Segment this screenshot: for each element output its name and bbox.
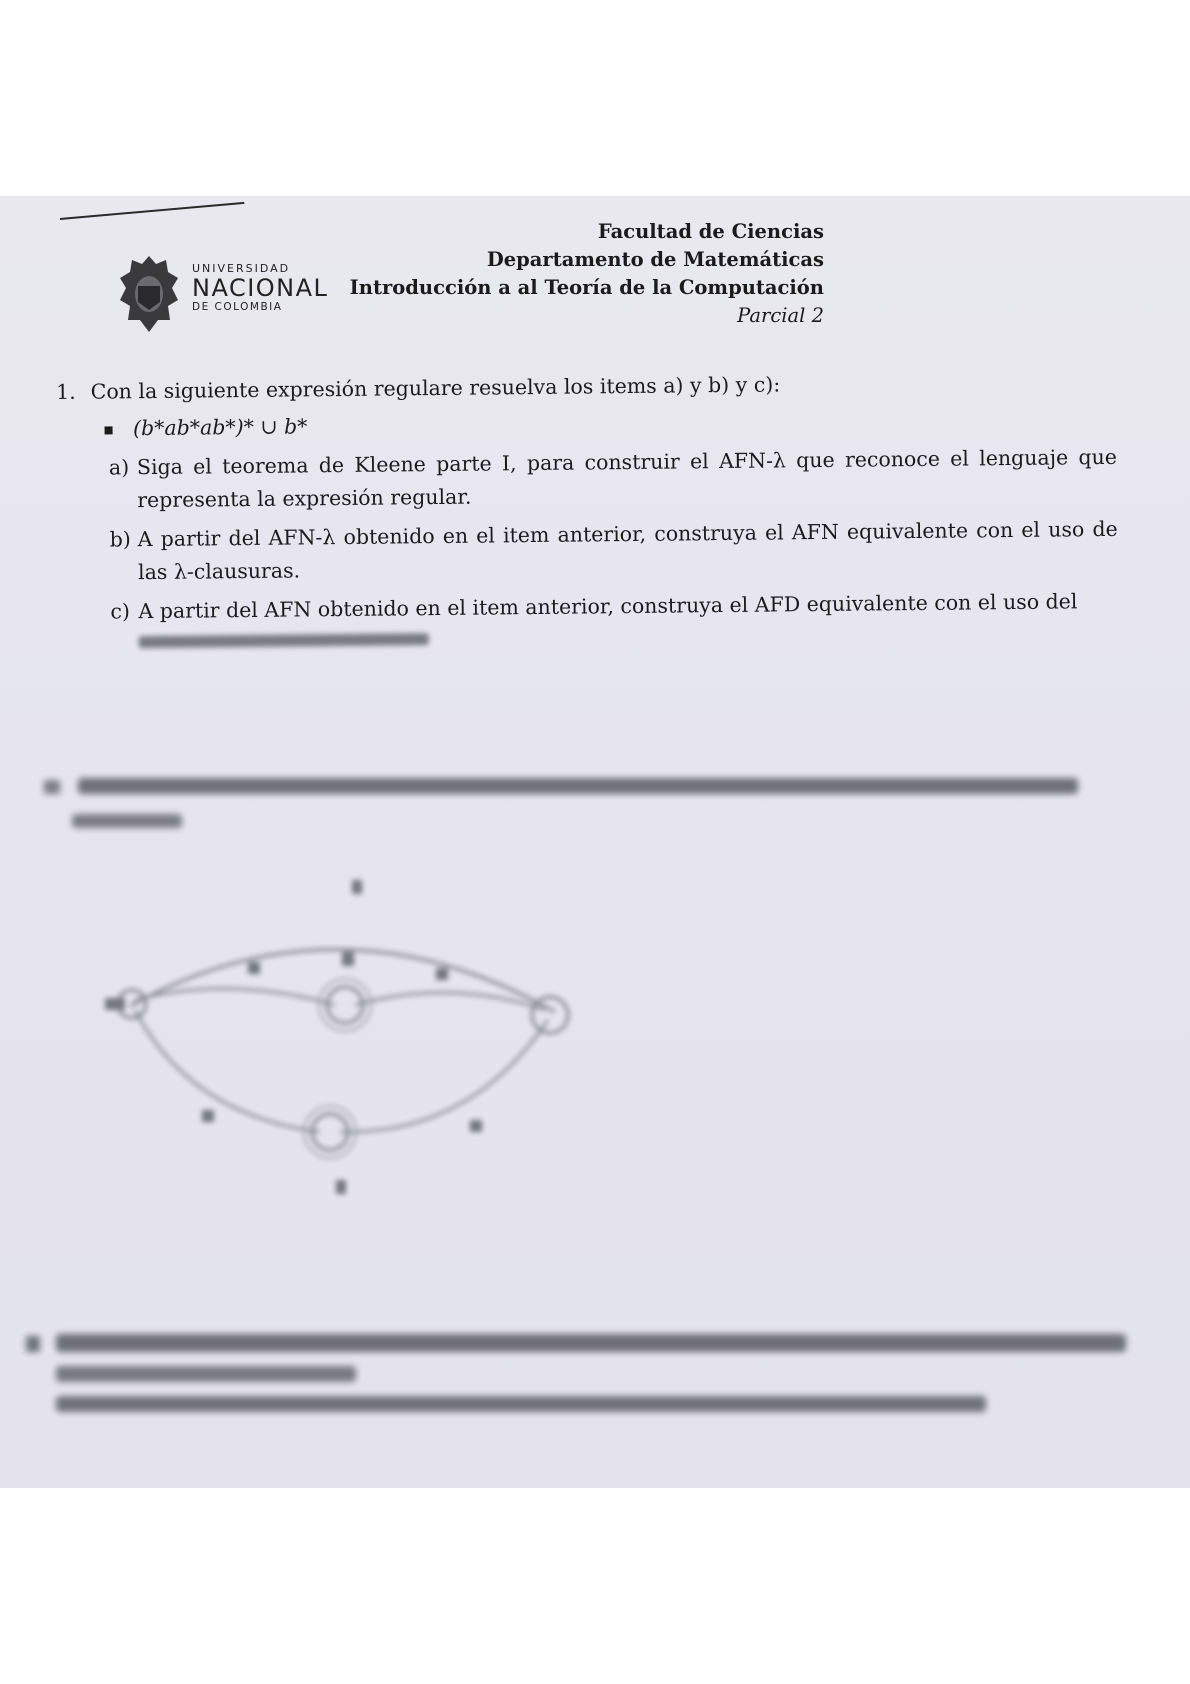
logo-university-text: UNIVERSIDAD	[192, 262, 291, 275]
diagram-state	[532, 997, 568, 1033]
blurred-question-2-text	[44, 770, 1124, 840]
diagram-edge	[135, 1010, 320, 1132]
blurred-question-3-text	[26, 1330, 1146, 1430]
item-c-label: c)	[110, 599, 131, 624]
faculty-title: Facultad de Ciencias	[597, 220, 824, 243]
logo-nacional-text: NACIONAL	[192, 274, 329, 302]
item-b	[58, 513, 1119, 590]
diagram-label	[342, 952, 354, 966]
question-2-blurred	[44, 770, 1124, 850]
university-seal-icon	[116, 252, 182, 336]
bullet-icon	[105, 426, 113, 434]
question-1-prompt: Con la siguiente expresión regulare resuelva los items a) y b) y c):	[90, 372, 781, 404]
exam-title: Parcial 2	[737, 304, 824, 327]
regex-text: (b*ab*ab*)* ∪ b*	[132, 414, 308, 441]
blurred-text-shape	[139, 625, 439, 654]
diagram-label	[202, 1110, 214, 1122]
exam-header	[350, 218, 824, 330]
item-a-text: Siga el teorema de Kleene parte I, para construir el AFN-λ que reconoce el lenguaje que representa la expresión regular.	[136, 444, 1118, 513]
diagram-label	[470, 1120, 482, 1132]
automaton-diagram	[90, 860, 610, 1200]
diagram-label	[105, 998, 125, 1010]
item-c	[58, 585, 1119, 665]
university-logo	[116, 252, 329, 336]
item-b-label: b)	[109, 527, 131, 552]
item-a-label: a)	[108, 455, 130, 480]
question-1	[56, 365, 1119, 665]
item-b-text: A partir del AFN-λ obtenido en el item anterior, construya el AFN equivalente con el uso de las λ-clausuras.	[137, 516, 1118, 585]
diagram-edge	[355, 993, 545, 1010]
logo-colombia-text: DE COLOMBIA	[192, 301, 283, 313]
diagram-label	[336, 1180, 346, 1194]
regular-expression	[104, 402, 1116, 446]
item-a	[57, 441, 1118, 518]
diagram-label	[352, 880, 362, 894]
department-title: Departamento de Matemáticas	[486, 248, 824, 271]
item-c-text: A partir del AFN obtenido en el item anterior, construya el AFD equivalente con el uso del	[138, 589, 1078, 624]
question-3-blurred	[26, 1330, 1146, 1439]
course-title: Introducción a al Teoría de la Computación	[349, 276, 824, 299]
diagram-edge	[340, 1020, 548, 1132]
diagram-label	[436, 968, 448, 980]
question-1-number: 1.	[56, 379, 76, 404]
diagram-edge	[135, 989, 335, 1005]
diagram-label	[248, 962, 260, 974]
